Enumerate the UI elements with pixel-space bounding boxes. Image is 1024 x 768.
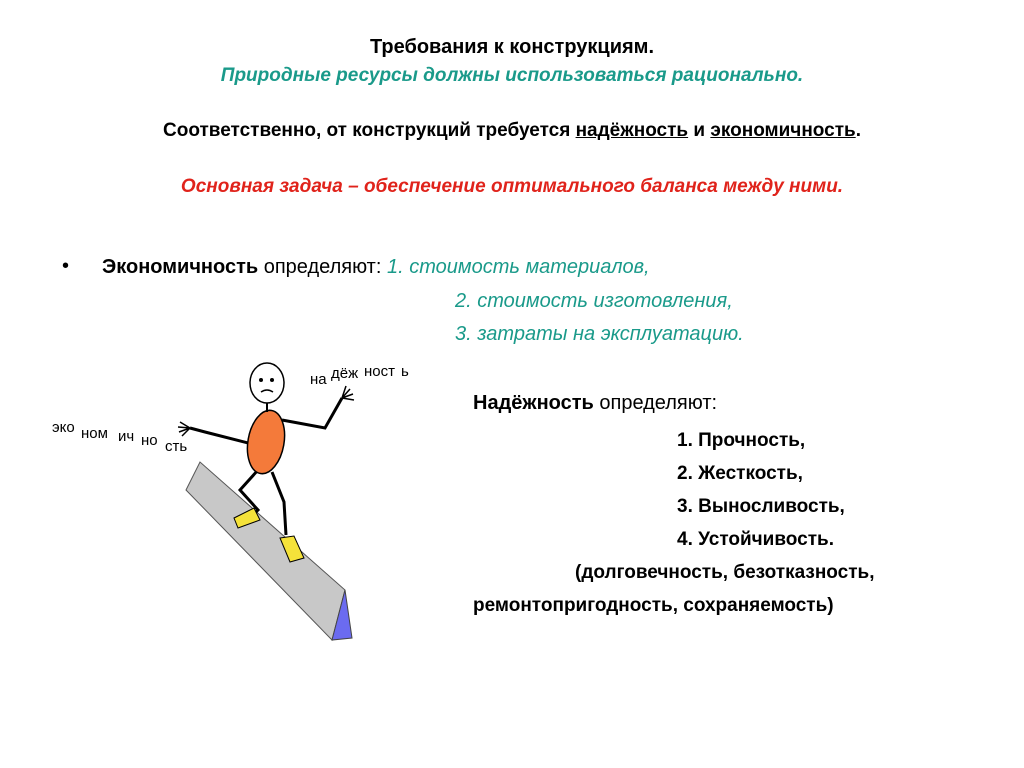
reliability-item: 2. Жесткость,	[677, 463, 803, 484]
bullet-marker: •	[62, 255, 70, 277]
reliability-term: Надёжность	[473, 392, 594, 414]
requirements-reliability: надёжность	[575, 120, 689, 141]
reliability-label-3: ност	[364, 363, 395, 380]
slide-title: Требования к конструкциям.	[369, 36, 655, 58]
economy-term: Экономичность	[102, 256, 259, 278]
stick-figure-body	[243, 407, 290, 476]
economy-item: 3. затраты на эксплуатацию.	[455, 323, 744, 345]
stick-figure-right-arm	[282, 398, 342, 428]
right-hand	[342, 386, 354, 400]
economy-label	[52, 419, 187, 455]
slab	[186, 462, 345, 640]
stick-figure-right-leg	[272, 472, 286, 535]
reliability-heading	[473, 392, 717, 415]
reliability-extra: (долговечность, безотказность,	[575, 562, 875, 583]
economy-item: 2. стоимость изготовления,	[455, 290, 733, 312]
requirements-economy: экономичность	[710, 120, 856, 141]
reliability-label-2: дёж	[331, 365, 359, 382]
reliability-label	[310, 363, 409, 388]
stick-figure-left-arm	[190, 428, 256, 445]
economy-label-4: но	[141, 432, 158, 449]
economy-label-2: ном	[81, 425, 108, 442]
reliability-item: 4. Устойчивость.	[677, 529, 834, 550]
stick-figure-head	[250, 363, 284, 403]
economy-label-1: эко	[52, 419, 75, 436]
reliability-item: 3. Выносливость,	[677, 496, 845, 517]
left-eye	[259, 378, 263, 382]
left-hand	[178, 422, 190, 436]
requirements-suffix: .	[855, 120, 861, 141]
economy-label-3: ич	[118, 428, 135, 445]
balance-illustration	[40, 350, 440, 660]
economy-item: 1. стоимость материалов,	[386, 256, 650, 278]
main-task: Основная задача – обеспечение оптимального баланса между ними.	[180, 176, 844, 197]
economy-verb: определяют:	[258, 256, 387, 278]
requirements-conjunction: и	[688, 120, 711, 141]
reliability-extra: ремонтопригодность, сохраняемость)	[473, 595, 834, 616]
economy-heading	[102, 256, 650, 279]
slide-subtitle: Природные ресурсы должны использоваться рационально.	[220, 65, 804, 86]
reliability-verb: определяют:	[593, 392, 718, 414]
right-eye	[270, 378, 274, 382]
requirements-prefix: Соответственно, от конструкций требуется	[163, 120, 576, 141]
reliability-label-1: на	[310, 371, 327, 388]
requirements-line	[0, 120, 1024, 142]
reliability-label-4: ь	[401, 363, 409, 380]
economy-label-5: сть	[165, 438, 188, 455]
reliability-item: 1. Прочность,	[677, 430, 806, 451]
